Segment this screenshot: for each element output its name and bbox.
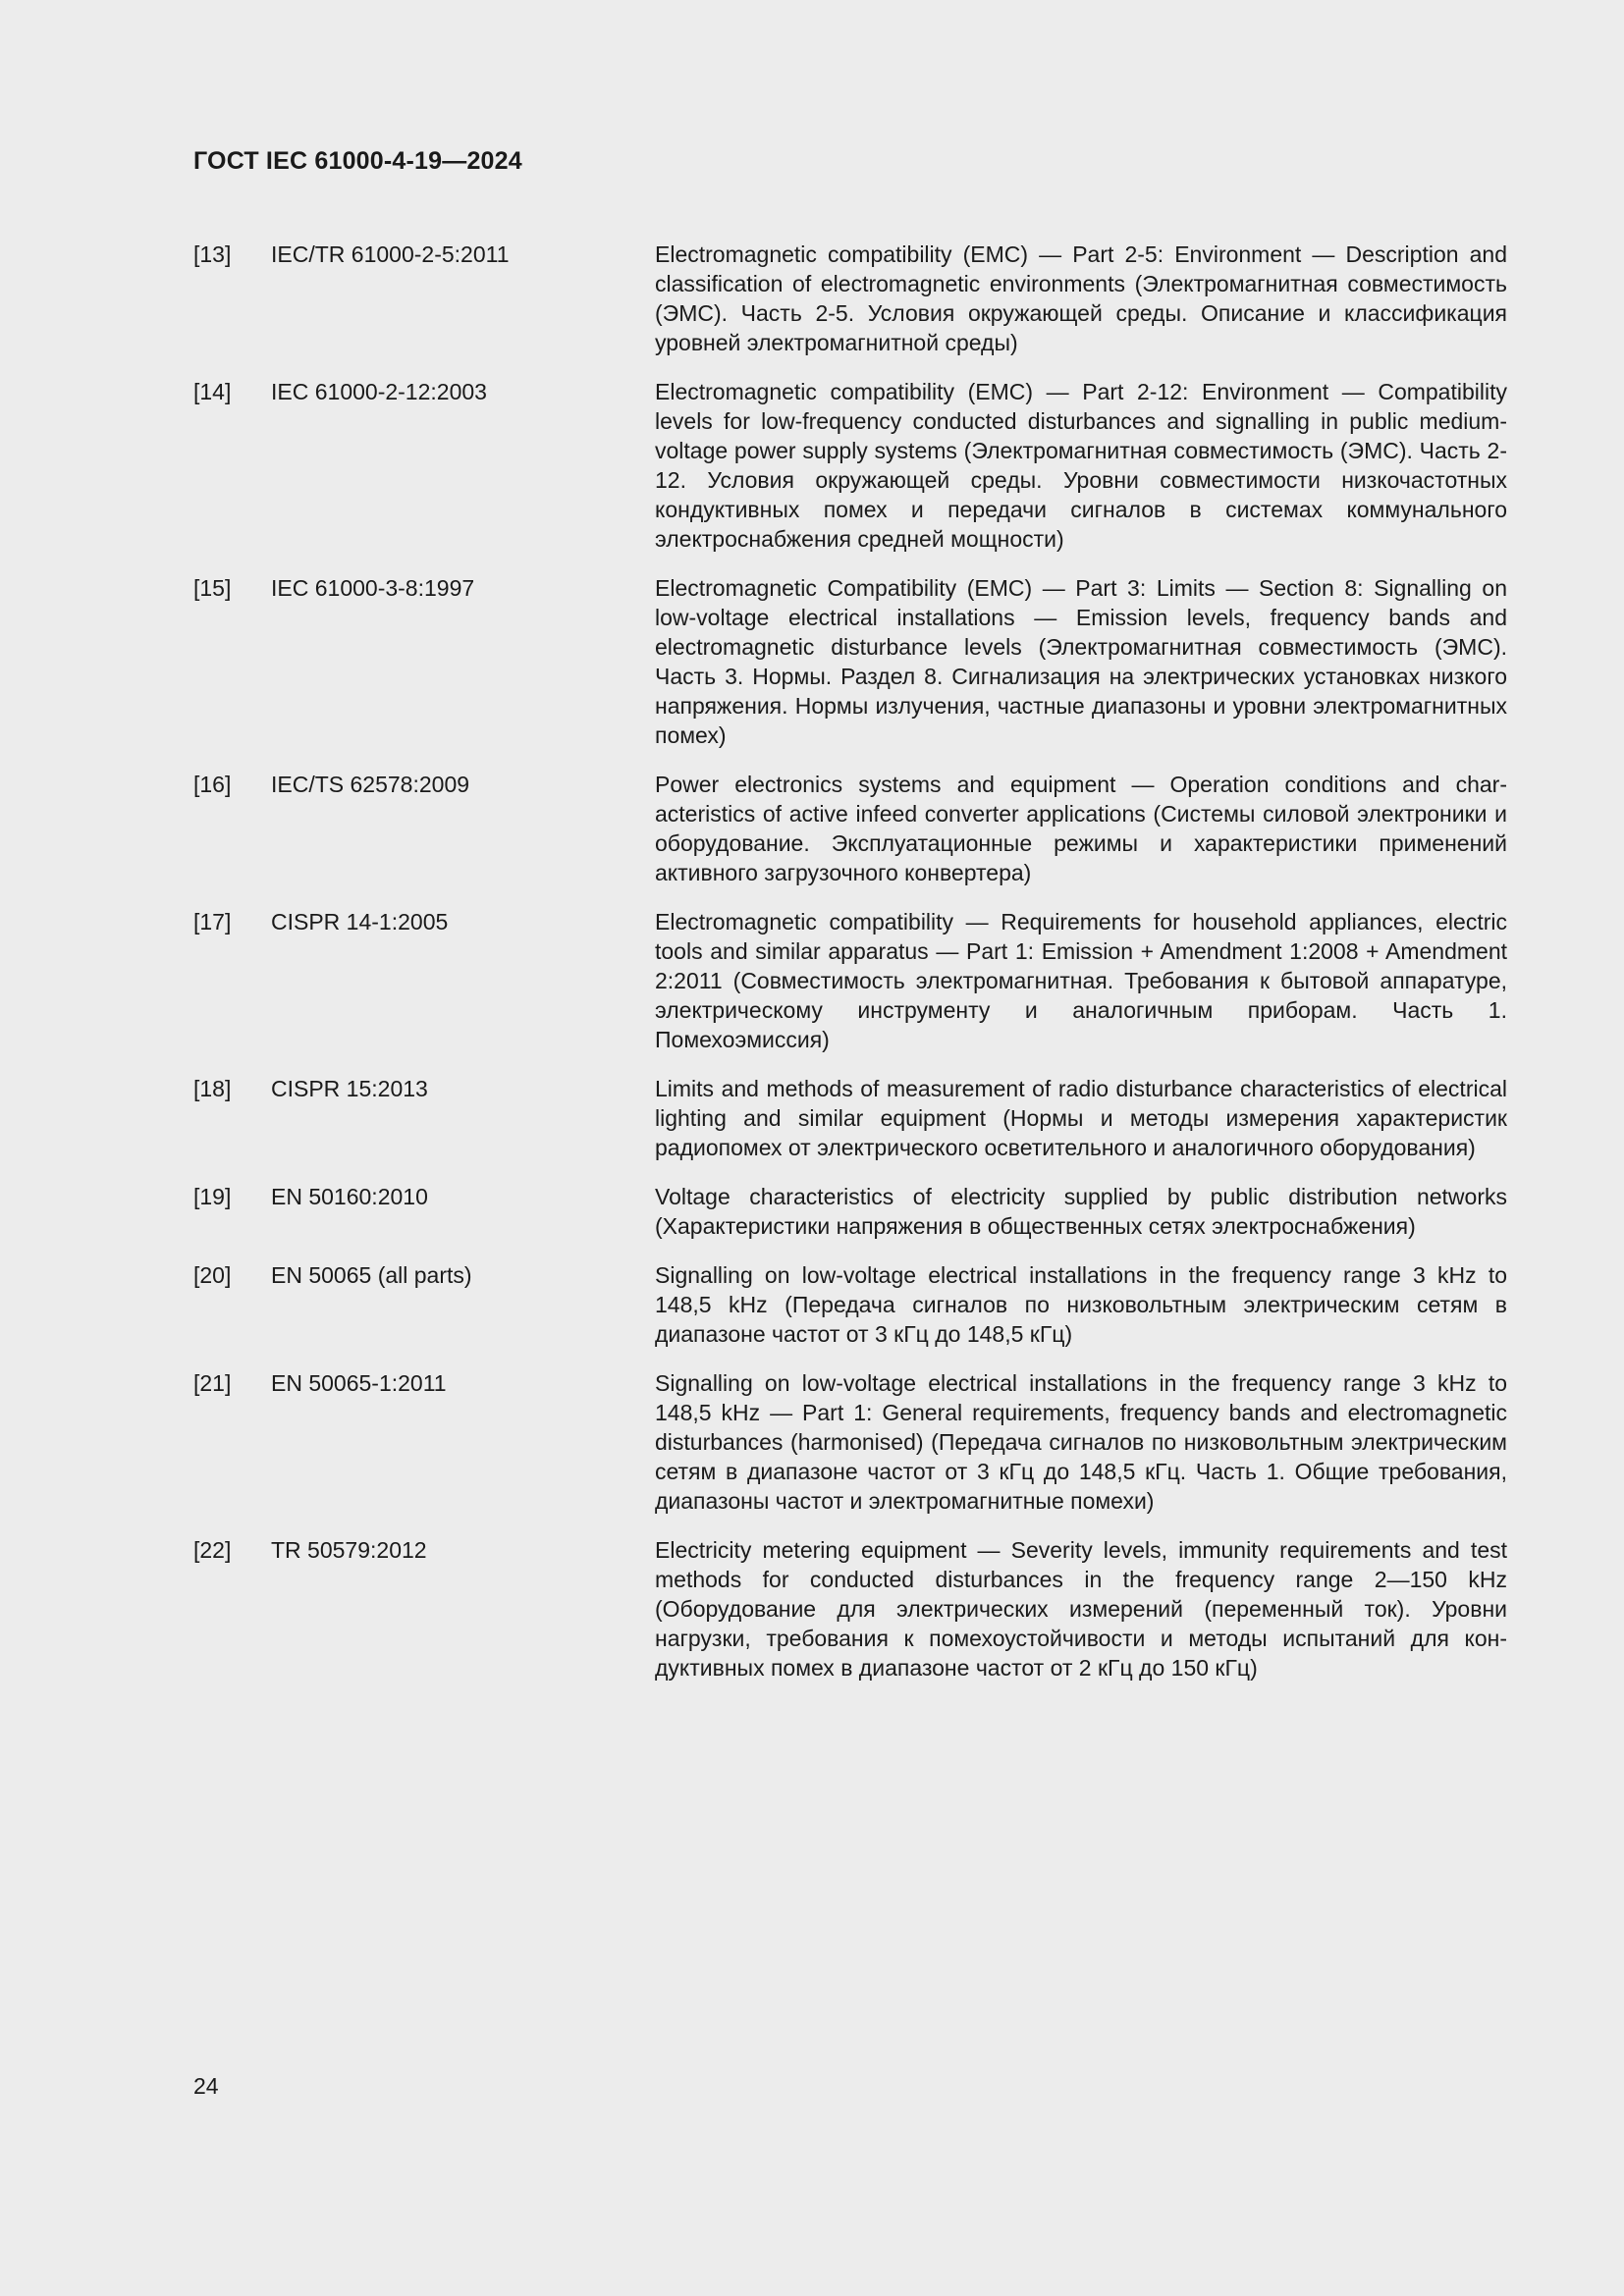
bibliography-entry <box>193 240 1507 357</box>
reference-number: [19] <box>193 1184 232 1209</box>
reference-number: [14] <box>193 379 232 404</box>
standard-title: Limits and methods of measurement of radio disturbance characteristics of electrical lighting and similar equipment (Нормы и методы измерения характеристик радиопомех от электрического осветительного и аналогичного оборудования) <box>655 1076 1507 1160</box>
standard-designation: IEC 61000-3-8:1997 <box>271 575 475 601</box>
page-number: 24 <box>193 2073 219 2099</box>
standard-designation: IEC/TS 62578:2009 <box>271 772 470 797</box>
bibliography-entry <box>193 573 1507 750</box>
bibliography-entry <box>193 1074 1507 1162</box>
standard-title: Signalling on low-voltage electrical installations in the frequency range 3 kHz to 148,5 kHz — Part 1: General requirements, frequency bands and electromagnetic disturbances (harmonised) (Передача сигналов по низковольтным электрическим сетям в диапазоне частот от 3 кГц до 148,5 кГц. Часть 1. Общие требования, диапазоны частот и электромагнитные помехи) <box>655 1370 1507 1514</box>
reference-number: [17] <box>193 909 232 934</box>
bibliography-entry <box>193 1368 1507 1516</box>
bibliography-entry <box>193 377 1507 554</box>
standard-designation: IEC/TR 61000-2-5:2011 <box>271 241 510 267</box>
standard-designation: IEC 61000-2-12:2003 <box>271 379 487 404</box>
standard-designation: CISPR 14-1:2005 <box>271 909 449 934</box>
reference-number: [15] <box>193 575 232 601</box>
standard-designation: EN 50065 (all parts) <box>271 1262 472 1288</box>
bibliography-entry <box>193 1260 1507 1349</box>
bibliography-entry <box>193 770 1507 887</box>
standard-title: Power electronics systems and equipment — Operation conditions and characteristics of active infeed converter applications (Системы силовой электроники и оборудование. Эксплуатационные режимы и характеристики применений активного загрузочного конвертера) <box>655 772 1507 885</box>
bibliography-list <box>193 240 1507 1702</box>
standard-designation: EN 50065-1:2011 <box>271 1370 447 1396</box>
standard-title: Electricity metering equipment — Severity levels, immunity requirements and test methods for conducted disturbances in the frequency range 2—150 kHz (Оборудование для электрических измерений (переменный ток). Уровни нагрузки, требования к помехоустойчивости и методы испытаний для кондуктивных помех в диапазоне частот от 2 кГц до 150 кГц) <box>655 1537 1507 1681</box>
reference-number: [13] <box>193 241 232 267</box>
reference-number: [18] <box>193 1076 232 1101</box>
bibliography-entry <box>193 907 1507 1054</box>
bibliography-entry <box>193 1535 1507 1682</box>
standard-title: Electromagnetic compatibility (EMC) — Part 2-12: Environment — Compatibility levels for low-frequency conducted disturbances and signalling in public medium-voltage power supply systems (Электромагнитная совместимость (ЭМС). Часть 2-12. Условия окружающей среды. Уровни совместимости низкочастотных кондуктивных помех и передачи сигналов в системах коммунального электроснабжения средней мощности) <box>655 379 1507 552</box>
reference-number: [16] <box>193 772 232 797</box>
standard-title: Electromagnetic compatibility (EMC) — Part 2-5: Environment — Description and classification of electromagnetic environments (Электромагнитная совместимость (ЭМС). Часть 2-5. Условия окружающей среды. Описание и классификация уровней электромагнитной среды) <box>655 241 1507 355</box>
standard-designation: TR 50579:2012 <box>271 1537 427 1563</box>
reference-number: [21] <box>193 1370 232 1396</box>
standard-designation: CISPR 15:2013 <box>271 1076 428 1101</box>
standard-title: Electromagnetic Compatibility (EMC) — Part 3: Limits — Section 8: Signalling on low-voltage electrical installations — Emission levels, frequency bands and electromagnetic disturbance levels (Электромагнитная совместимость (ЭМС). Часть 3. Нормы. Раздел 8. Сигнализация на электрических установках низкого напряжения. Нормы излучения, частные диапазоны и уровни электромагнитных помех) <box>655 575 1507 748</box>
standard-designation: EN 50160:2010 <box>271 1184 428 1209</box>
standard-title: Voltage characteristics of electricity supplied by public distribution networks (Характеристики напряжения в общественных сетях электроснабжения) <box>655 1184 1507 1239</box>
reference-number: [20] <box>193 1262 232 1288</box>
bibliography-entry <box>193 1182 1507 1241</box>
standard-title: Electromagnetic compatibility — Requirements for household appliances, electric tools and similar apparatus — Part 1: Emission + Amendment 1:2008 + Amendment 2:2011 (Совместимость электромагнитная. Требования к бытовой аппаратуре, электрическому инструменту и аналогичным приборам. Часть 1. Помехоэмиссия) <box>655 909 1507 1052</box>
standard-title: Signalling on low-voltage electrical installations in the frequency range 3 kHz to 148,5 kHz (Передача сигналов по низковольтным электрическим сетям в диапазоне частот от 3 кГц до 148,5 кГц) <box>655 1262 1507 1347</box>
document-header: ГОСТ IEC 61000-4-19—2024 <box>193 147 522 175</box>
reference-number: [22] <box>193 1537 232 1563</box>
